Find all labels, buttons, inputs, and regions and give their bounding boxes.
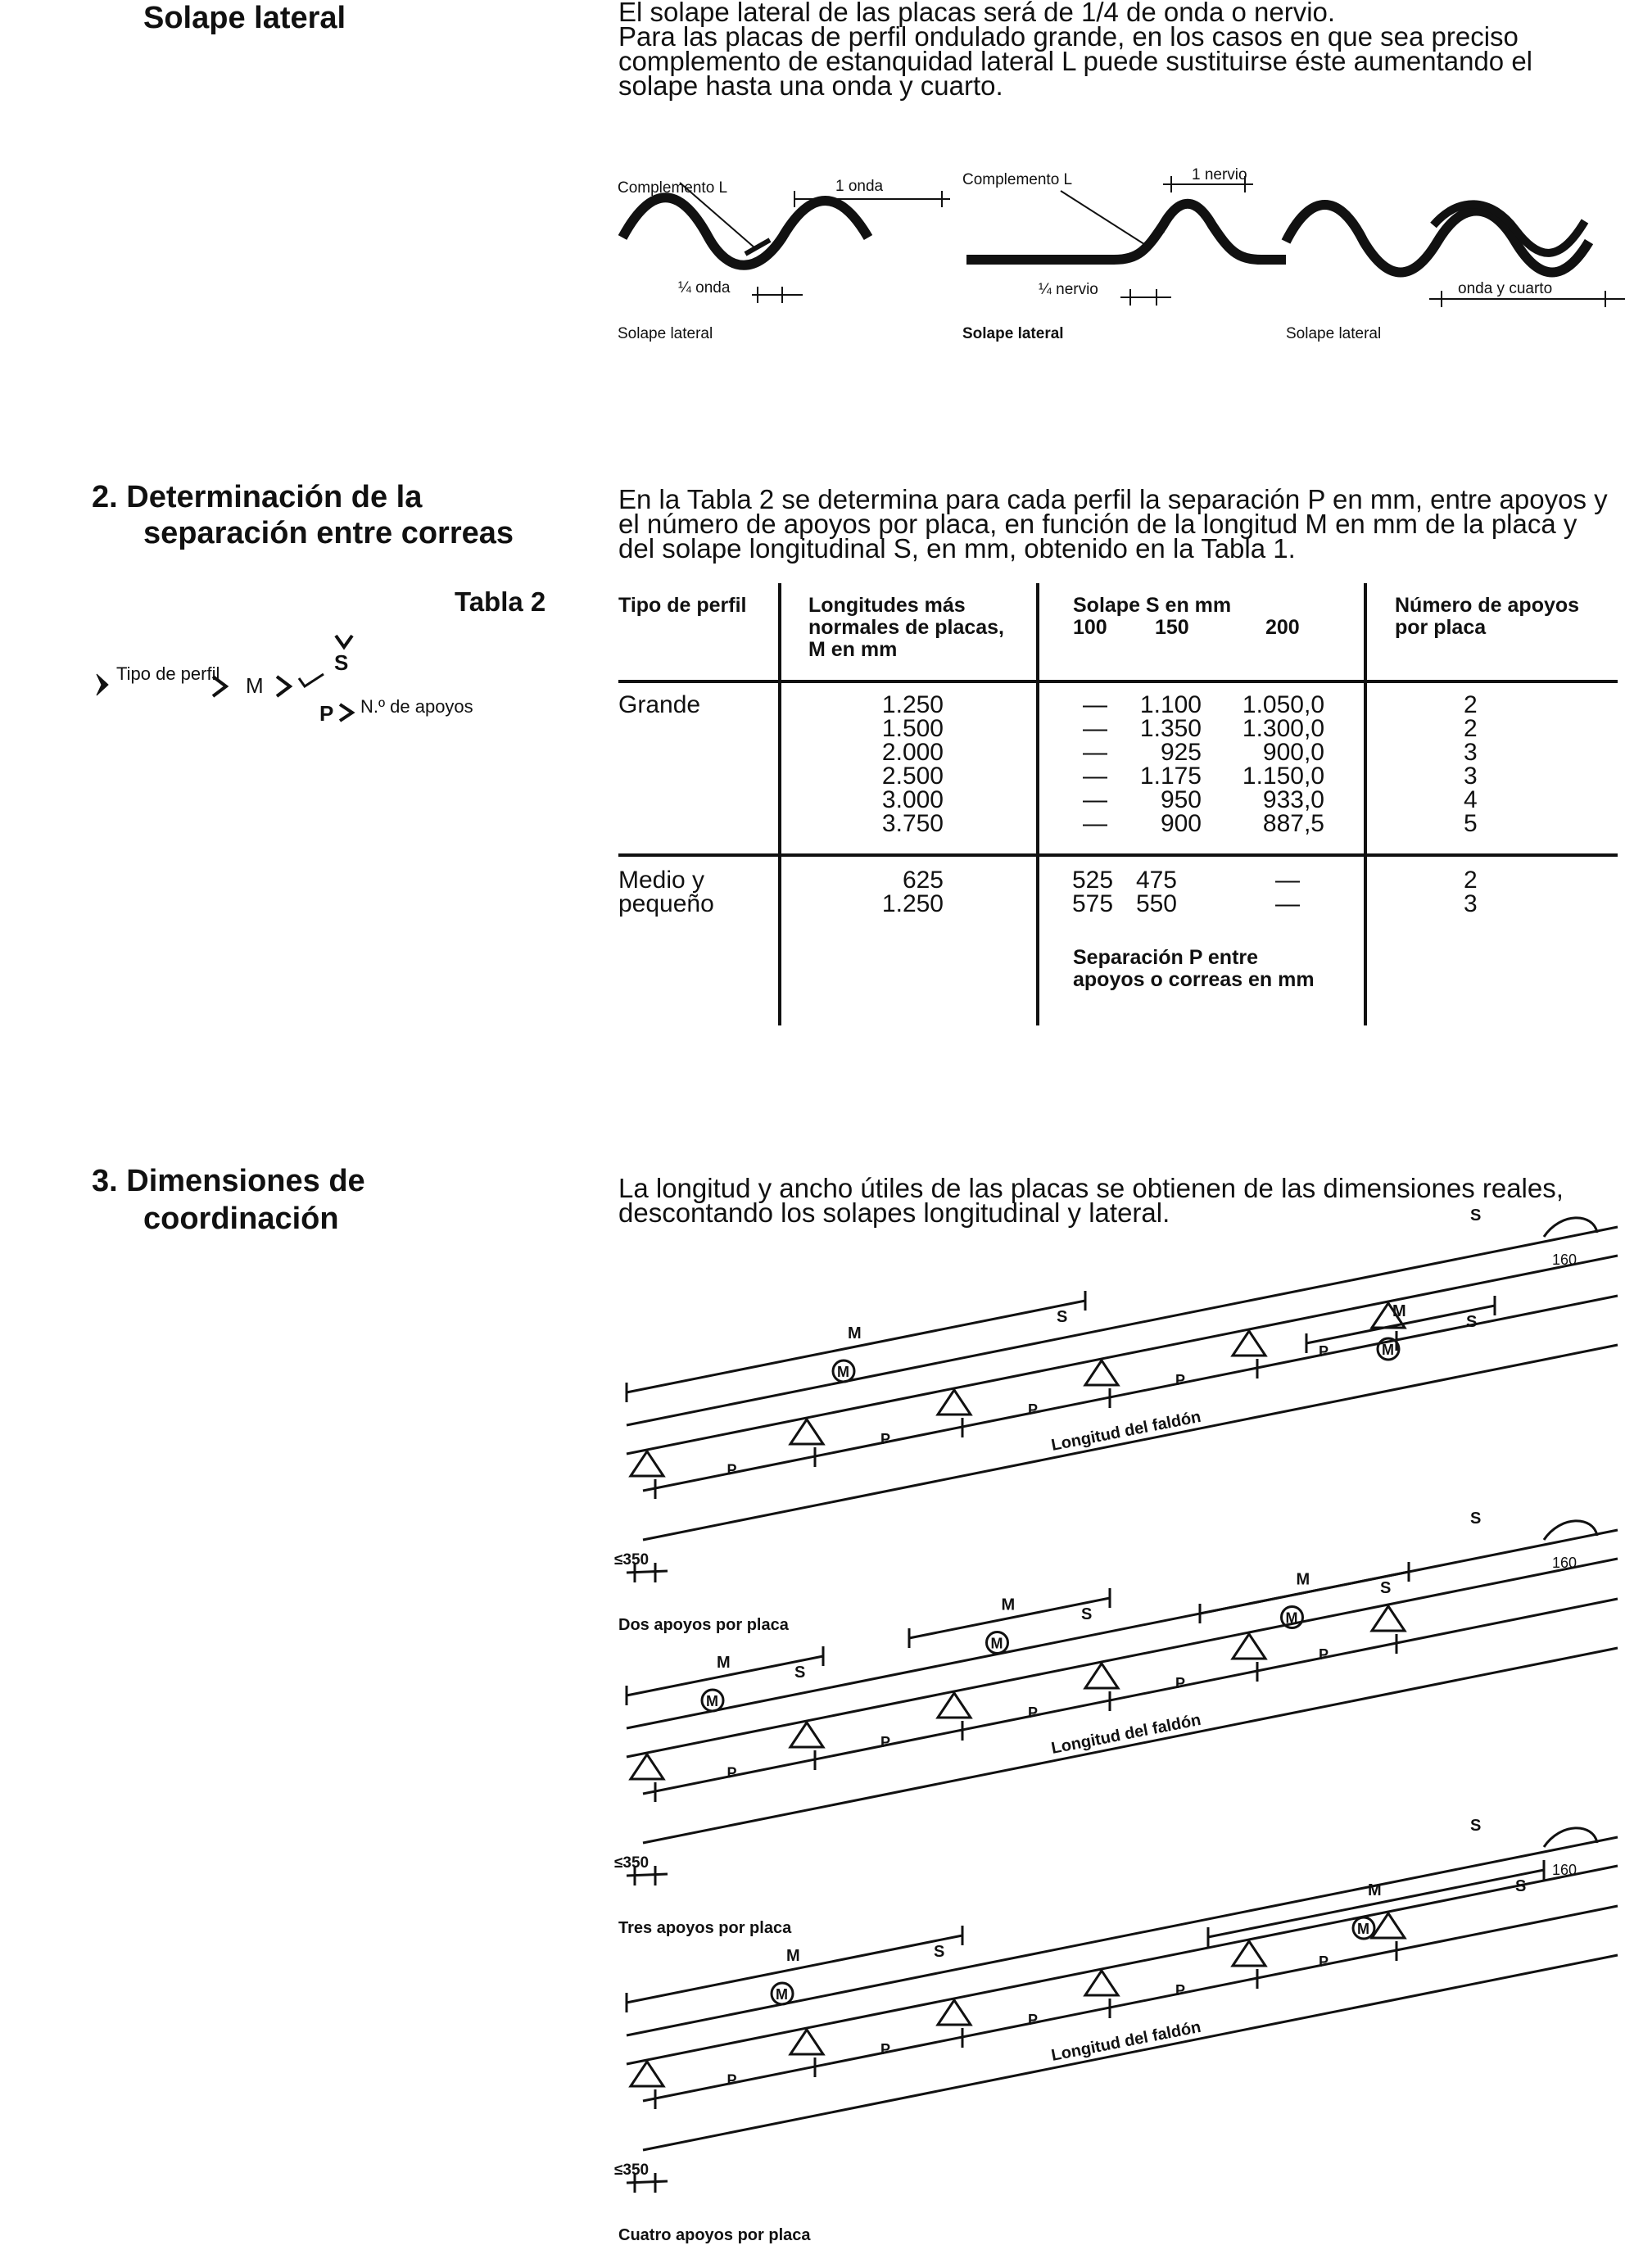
ridge-hook-icon	[1544, 1828, 1597, 1847]
label-p: P	[1028, 1401, 1039, 1418]
table-row: 625 525 475 — 2	[902, 867, 1478, 894]
caption-dos-apoyos: Dos apoyos por placa	[618, 1616, 789, 1634]
sheet-m-line	[1208, 1870, 1544, 1937]
caption-cuatro-apoyos: Cuatro apoyos por placa	[618, 2226, 811, 2244]
section2-title-line1: Determinación de la	[126, 480, 423, 514]
label-p: P	[1175, 1372, 1186, 1388]
support-triangle-icon	[938, 2000, 971, 2025]
label-onda-a: 1 onda	[835, 178, 884, 195]
th-tipo: Tipo de perfil	[618, 594, 747, 617]
label-s: S	[1515, 1877, 1527, 1895]
table-2	[618, 583, 1618, 1034]
label-p: P	[1319, 1953, 1329, 1970]
label-m: M	[848, 1324, 862, 1342]
table-footnote: Separación P entre apoyos o correas en mm	[1073, 946, 1315, 991]
label-m-circle: M	[1357, 1921, 1369, 1937]
table-row: 3.000 — 950 933,0 4	[881, 786, 1478, 813]
label-s: S	[1057, 1308, 1068, 1326]
support-triangle-icon	[1085, 1664, 1118, 1688]
th-numero: Número de apoyos por placa	[1395, 594, 1580, 639]
label-m: M	[786, 1947, 800, 1965]
label-p: P	[880, 1431, 891, 1447]
label-m-circle: M	[990, 1635, 1003, 1652]
label-p: P	[726, 1764, 737, 1781]
ridge-hook-icon	[1544, 1521, 1597, 1540]
section3-intro: La longitud y ancho útiles de las placas se obtienen de las dimensiones reales, descontando los solapes longitudinal y lateral.	[618, 1173, 1564, 1228]
table-hline-header	[618, 680, 1618, 683]
label-m-circle: M	[837, 1364, 849, 1380]
support-triangle-icon	[938, 1693, 971, 1718]
flow-arrow-2	[277, 677, 290, 696]
label-le350: ≤350	[614, 2162, 650, 2179]
flow-p: P	[319, 701, 334, 726]
solape-lateral-para2: Para las placas de perfil ondulado grande, en los casos en que sea preciso complemento de estanquidad lateral L puede sustituirse éste aumentando el solape hasta una onda y cuarto.	[618, 21, 1533, 101]
support-triangle-icon	[1372, 1606, 1405, 1631]
wave-sheet-a	[622, 197, 868, 265]
grande-rows	[808, 693, 1611, 835]
solape-lateral-figure	[606, 160, 1622, 348]
label-m-circle: M	[1382, 1342, 1394, 1358]
support-triangle-icon	[938, 1390, 971, 1415]
support-triangle-icon	[1372, 1913, 1405, 1938]
flow-s: S	[334, 650, 349, 675]
support-triangle-icon	[631, 1754, 663, 1779]
label-nervio-b: 1 nervio	[1192, 166, 1247, 183]
table-label: Tabla 2	[455, 586, 546, 617]
wave-sheet-c	[1286, 205, 1589, 273]
section3-heading	[92, 1163, 365, 1199]
leader-b	[1061, 191, 1147, 246]
roof-line	[643, 1648, 1618, 1843]
section2-intro: En la Tabla 2 se determina para cada perfil la separación P en mm, entre apoyos y el número de apoyos por placa, en función de la longitud M en mm de la placa y del solape longitudinal S, en mm, obtenido en la Tabla 1.	[618, 484, 1608, 564]
group-medio-2: pequeño	[618, 890, 714, 917]
support-triangle-icon	[1085, 1971, 1118, 1995]
solape-lateral-text	[618, 0, 1609, 101]
label-m: M	[1392, 1302, 1406, 1320]
support-triangle-icon	[1085, 1360, 1118, 1385]
section3-number: 3.	[92, 1164, 118, 1198]
label-p: P	[1175, 1982, 1186, 1999]
label-p: P	[880, 1734, 891, 1750]
label-s: S	[1466, 1313, 1478, 1331]
table-hline-group	[618, 853, 1618, 857]
table-vline-1	[778, 583, 781, 1025]
flow-m: M	[246, 673, 264, 698]
label-p: P	[1175, 1675, 1186, 1691]
solape-lateral-para1: El solape lateral de las placas será de 1/4 de onda o nervio.	[618, 0, 1336, 27]
th-s100: 100	[1073, 616, 1107, 639]
medio-rows	[808, 868, 1611, 916]
coordination-diagrams	[610, 1206, 1625, 2268]
support-triangle-icon	[631, 2062, 663, 2086]
flow-arrow-3	[340, 704, 352, 721]
caption-solape-a: Solape lateral	[618, 325, 713, 342]
flow-n: N.º de apoyos	[360, 696, 473, 717]
section2-heading	[92, 479, 422, 515]
dim-350-line	[627, 2181, 668, 2183]
support-triangle-icon	[790, 1723, 823, 1747]
label-m: M	[1368, 1881, 1382, 1899]
label-s: S	[1081, 1605, 1093, 1623]
group-grande: Grande	[618, 691, 701, 718]
label-m-circle: M	[706, 1693, 718, 1709]
dim-350-line	[627, 1874, 668, 1876]
label-s-ridge: S	[1470, 1510, 1482, 1528]
table-row: 1.250 575 550 — 3	[881, 890, 1478, 917]
th-longitudes: Longitudes más normales de placas, M en mm	[808, 594, 1005, 661]
table-row: 2.500 — 1.175 1.150,0 3	[881, 763, 1478, 790]
label-s: S	[1380, 1579, 1392, 1597]
label-s: S	[794, 1664, 806, 1682]
table-row: 3.750 — 900 887,5 5	[881, 810, 1478, 837]
label-s-ridge: S	[1470, 1817, 1482, 1835]
label-s: S	[934, 1943, 945, 1961]
label-p: P	[726, 1461, 737, 1478]
label-m: M	[1296, 1570, 1310, 1589]
section2-number: 2.	[92, 480, 118, 514]
label-m-circle: M	[1285, 1609, 1298, 1627]
label-160: 160	[1552, 1555, 1577, 1571]
flow-arrow-start	[97, 674, 108, 695]
caption-solape-c: Solape lateral	[1286, 325, 1382, 342]
flow-tipo: Tipo de perfil	[116, 663, 220, 684]
label-160: 160	[1552, 1252, 1577, 1268]
label-p: P	[1028, 1704, 1039, 1721]
label-faldon: Longitud del faldón	[1049, 1407, 1203, 1455]
caption-tres-apoyos: Tres apoyos por placa	[618, 1919, 792, 1937]
label-m-circle: M	[776, 1986, 788, 2003]
label-s-ridge: S	[1470, 1206, 1482, 1225]
th-s150: 150	[1155, 616, 1189, 639]
label-le350: ≤350	[614, 1854, 650, 1872]
support-triangle-icon	[1233, 1331, 1265, 1356]
th-s200: 200	[1265, 616, 1300, 639]
dim-350-line	[627, 1571, 668, 1573]
label-p: P	[726, 2071, 737, 2089]
section3-title-line2: coordinación	[143, 1202, 339, 1236]
table-row: 1.500 — 1.350 1.300,0 2	[881, 715, 1478, 742]
caption-solape-b: Solape lateral	[962, 325, 1064, 342]
label-p: P	[1319, 1646, 1329, 1663]
label-faldon: Longitud del faldón	[1049, 1710, 1203, 1758]
support-triangle-icon	[1233, 1634, 1265, 1659]
label-cuarto-nervio: ¼ nervio	[1039, 281, 1098, 298]
label-faldon: Longitud del faldón	[1049, 2017, 1203, 2065]
support-triangle-icon	[790, 1419, 823, 1444]
label-cuarto-onda: ¼ onda	[678, 279, 731, 297]
flow-diagram	[90, 629, 475, 752]
support-triangle-icon	[1233, 1941, 1265, 1966]
table-row: 2.000 — 925 900,0 3	[881, 739, 1478, 766]
section2-title-line2: separación entre correas	[143, 516, 514, 550]
label-160: 160	[1552, 1862, 1577, 1878]
sheet-m-line	[627, 1935, 962, 2003]
label-m: M	[1001, 1596, 1016, 1614]
th-solape: Solape S en mm	[1073, 594, 1232, 617]
group-medio-1: Medio y	[618, 867, 705, 894]
section-title-solape-lateral: Solape lateral	[143, 1, 346, 35]
label-p: P	[880, 2041, 891, 2057]
support-triangle-icon	[631, 1451, 663, 1476]
support-triangle-icon	[790, 2030, 823, 2054]
flow-arrow-down	[336, 636, 352, 647]
label-p: P	[1319, 1343, 1329, 1360]
label-m: M	[717, 1654, 731, 1672]
label-p: P	[1028, 2012, 1039, 2028]
section3-title-line1: Dimensiones de	[126, 1164, 365, 1198]
label-le350: ≤350	[614, 1551, 650, 1569]
label-complemento-b: Complemento L	[962, 171, 1073, 188]
label-complemento-a: Complemento L	[618, 179, 728, 197]
label-onda-cuarto: onda y cuarto	[1458, 280, 1553, 297]
table-row: 1.250 — 1.100 1.050,0 2	[881, 691, 1478, 718]
